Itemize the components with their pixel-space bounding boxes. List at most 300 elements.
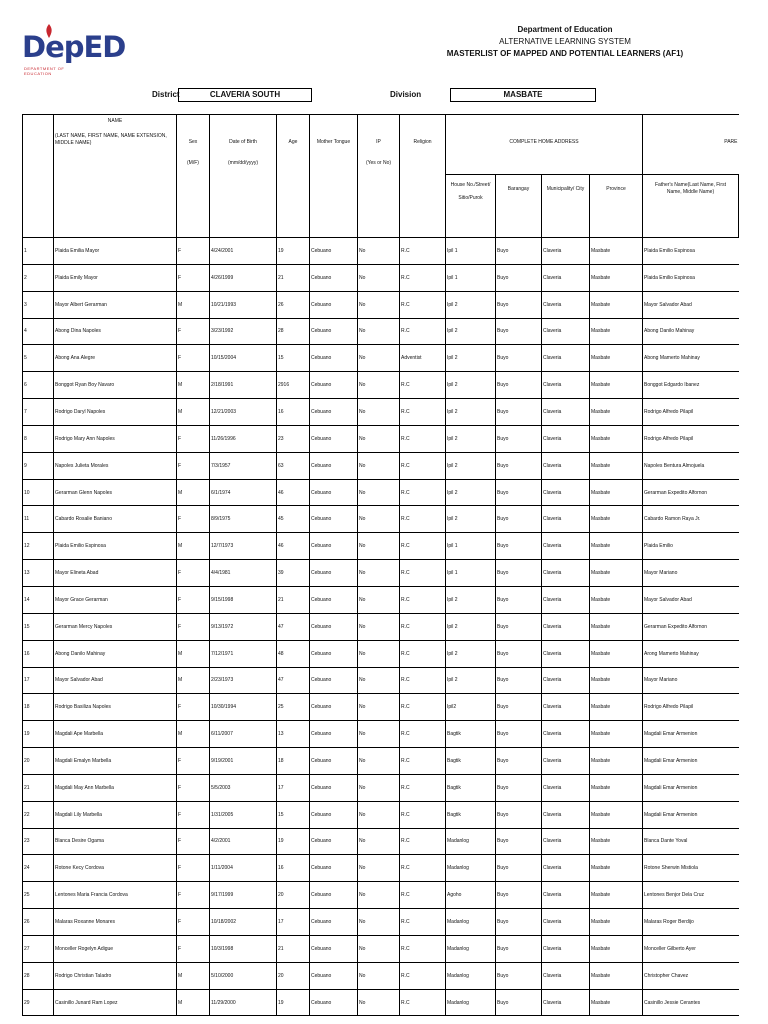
learner-name-cell: Gerarman Glenn Napoles <box>54 479 177 506</box>
barangay-cell: Buyo <box>496 721 542 748</box>
father-name-cell: Rodrigo Alfredo Pilapil <box>643 399 739 426</box>
learner-name-cell: Malaras Roxanne Monares <box>54 909 177 936</box>
religion-cell: R.C <box>400 801 446 828</box>
ip-status-cell: No <box>358 238 400 265</box>
province-cell: Masbate <box>590 774 643 801</box>
learner-name-cell: Napoles Julieta Morales <box>54 452 177 479</box>
mother-tongue-cell: Cebuano <box>310 479 358 506</box>
religion-cell: R.C <box>400 748 446 775</box>
row-number-cell: 19 <box>23 721 54 748</box>
mother-tongue-cell: Cebuano <box>310 640 358 667</box>
row-number-cell: 16 <box>23 640 54 667</box>
date-of-birth-cell: 11/29/2000 <box>210 989 277 1016</box>
municipality-cell: Claveria <box>542 613 590 640</box>
municipality-cell: Claveria <box>542 318 590 345</box>
municipality-cell: Claveria <box>542 586 590 613</box>
date-of-birth-cell: 9/17/1999 <box>210 882 277 909</box>
date-of-birth-cell: 11/26/1996 <box>210 425 277 452</box>
learner-name-cell: Mayor Salvador Abad <box>54 667 177 694</box>
municipality-cell: Claveria <box>542 748 590 775</box>
learner-name-cell: Abong Dina Napoles <box>54 318 177 345</box>
religion-cell: R.C <box>400 399 446 426</box>
province-cell: Masbate <box>590 425 643 452</box>
barangay-cell: Buyo <box>496 667 542 694</box>
heading-department: Department of Education <box>517 25 613 34</box>
col-house-header: House No./Street/ Sitio/Purok <box>446 175 496 238</box>
ip-status-cell: No <box>358 291 400 318</box>
house-sitio-cell: Ipil 2 <box>446 506 496 533</box>
religion-cell: R.C <box>400 533 446 560</box>
father-name-cell: Magdali Emar Armenion <box>643 748 739 775</box>
father-name-cell: Abong Danilo Mahinay <box>643 318 739 345</box>
mother-tongue-cell: Cebuano <box>310 318 358 345</box>
row-number-cell: 7 <box>23 399 54 426</box>
date-of-birth-cell: 12/7/1973 <box>210 533 277 560</box>
religion-cell: R.C <box>400 694 446 721</box>
father-name-cell: Mayor Mariano <box>643 667 739 694</box>
table-row <box>23 801 739 828</box>
sex-cell: F <box>177 318 210 345</box>
barangay-cell: Buyo <box>496 774 542 801</box>
table-row <box>23 721 739 748</box>
age-cell: 13 <box>277 721 310 748</box>
row-number-cell: 27 <box>23 935 54 962</box>
sex-cell: F <box>177 882 210 909</box>
province-cell: Masbate <box>590 372 643 399</box>
province-cell: Masbate <box>590 935 643 962</box>
date-of-birth-cell: 3/23/1992 <box>210 318 277 345</box>
mother-tongue-cell: Cebuano <box>310 828 358 855</box>
religion-cell: R.C <box>400 909 446 936</box>
barangay-cell: Buyo <box>496 318 542 345</box>
ip-status-cell: No <box>358 586 400 613</box>
mother-tongue-cell: Cebuano <box>310 774 358 801</box>
province-cell: Masbate <box>590 909 643 936</box>
province-cell: Masbate <box>590 801 643 828</box>
ip-status-cell: No <box>358 479 400 506</box>
municipality-cell: Claveria <box>542 291 590 318</box>
father-name-cell: Bonggot Edgardo Ibanez <box>643 372 739 399</box>
sex-cell: F <box>177 613 210 640</box>
row-number-cell: 15 <box>23 613 54 640</box>
religion-cell: R.C <box>400 452 446 479</box>
col-mother-tongue-header: Mother Tongue <box>310 115 358 238</box>
date-of-birth-cell: 10/15/2004 <box>210 345 277 372</box>
house-sitio-cell: Ipil 2 <box>446 613 496 640</box>
sex-cell: F <box>177 345 210 372</box>
division-value: MASBATE <box>450 88 596 102</box>
age-cell: 19 <box>277 828 310 855</box>
province-cell: Masbate <box>590 667 643 694</box>
age-cell: 28 <box>277 318 310 345</box>
ip-status-cell: No <box>358 801 400 828</box>
learner-name-cell: Rotone Kecy Cordova <box>54 855 177 882</box>
municipality-cell: Claveria <box>542 479 590 506</box>
row-number-cell: 9 <box>23 452 54 479</box>
house-sitio-cell: Bagtik <box>446 801 496 828</box>
logo-wordmark: DepED <box>22 30 126 64</box>
house-sitio-cell: Agoho <box>446 882 496 909</box>
municipality-cell: Claveria <box>542 533 590 560</box>
row-number-cell: 3 <box>23 291 54 318</box>
learner-name-cell: Magdali Ape Marbella <box>54 721 177 748</box>
table-row <box>23 399 739 426</box>
ip-status-cell: No <box>358 721 400 748</box>
table-row <box>23 694 739 721</box>
municipality-cell: Claveria <box>542 694 590 721</box>
col-dob-header: Date of Birth (mm/dd/yyyy) <box>210 115 277 238</box>
barangay-cell: Buyo <box>496 828 542 855</box>
religion-cell: Adventist <box>400 345 446 372</box>
sex-cell: M <box>177 372 210 399</box>
religion-cell: R.C <box>400 264 446 291</box>
table-row <box>23 506 739 533</box>
barangay-cell: Buyo <box>496 613 542 640</box>
province-cell: Masbate <box>590 613 643 640</box>
age-cell: 19 <box>277 238 310 265</box>
province-cell: Masbate <box>590 721 643 748</box>
mother-tongue-cell: Cebuano <box>310 962 358 989</box>
learner-name-cell: Rodrigo Mary Ann Napoles <box>54 425 177 452</box>
learner-name-cell: Cabardo Rosalie Baniano <box>54 506 177 533</box>
sex-cell: M <box>177 721 210 748</box>
ip-status-cell: No <box>358 935 400 962</box>
date-of-birth-cell: 4/24/2001 <box>210 238 277 265</box>
religion-cell: R.C <box>400 425 446 452</box>
ip-status-cell: No <box>358 613 400 640</box>
house-sitio-cell: Madanlog <box>446 962 496 989</box>
sex-cell: M <box>177 962 210 989</box>
row-number-cell: 25 <box>23 882 54 909</box>
table-row <box>23 238 739 265</box>
date-of-birth-cell: 1/11/2004 <box>210 855 277 882</box>
religion-cell: R.C <box>400 479 446 506</box>
learner-name-cell: Abong Danilo Mahinay <box>54 640 177 667</box>
municipality-cell: Claveria <box>542 345 590 372</box>
barangay-cell: Buyo <box>496 372 542 399</box>
learner-name-cell: Magdali May Ann Marbella <box>54 774 177 801</box>
ip-status-cell: No <box>358 345 400 372</box>
barangay-cell: Buyo <box>496 909 542 936</box>
table-row <box>23 372 739 399</box>
mother-tongue-cell: Cebuano <box>310 345 358 372</box>
mother-tongue-cell: Cebuano <box>310 533 358 560</box>
sex-cell: F <box>177 748 210 775</box>
sex-cell: M <box>177 399 210 426</box>
table-row <box>23 533 739 560</box>
province-cell: Masbate <box>590 828 643 855</box>
ip-status-cell: No <box>358 909 400 936</box>
house-sitio-cell: Ipil 2 <box>446 425 496 452</box>
ip-status-cell: No <box>358 694 400 721</box>
table-row <box>23 667 739 694</box>
table-row <box>23 425 739 452</box>
table-row <box>23 560 739 587</box>
age-cell: 15 <box>277 345 310 372</box>
row-number-cell: 6 <box>23 372 54 399</box>
age-cell: 48 <box>277 640 310 667</box>
barangay-cell: Buyo <box>496 694 542 721</box>
row-number-cell: 5 <box>23 345 54 372</box>
province-cell: Masbate <box>590 855 643 882</box>
mother-tongue-cell: Cebuano <box>310 721 358 748</box>
col-name-header: NAME (LAST NAME, FIRST NAME, NAME EXTENSION, MIDDLE NAME) <box>54 115 177 238</box>
province-cell: Masbate <box>590 264 643 291</box>
sex-cell: F <box>177 801 210 828</box>
province-cell: Masbate <box>590 694 643 721</box>
province-cell: Masbate <box>590 962 643 989</box>
ip-status-cell: No <box>358 855 400 882</box>
house-sitio-cell: Ipil 2 <box>446 291 496 318</box>
age-cell: 47 <box>277 613 310 640</box>
municipality-cell: Claveria <box>542 372 590 399</box>
district-value: CLAVERIA SOUTH <box>178 88 312 102</box>
house-sitio-cell: Bagtik <box>446 721 496 748</box>
father-name-cell: Christopher Chavez <box>643 962 739 989</box>
age-cell: 63 <box>277 452 310 479</box>
age-cell: 21 <box>277 586 310 613</box>
mother-tongue-cell: Cebuano <box>310 560 358 587</box>
mother-tongue-cell: Cebuano <box>310 506 358 533</box>
province-cell: Masbate <box>590 318 643 345</box>
father-name-cell: Casinillo Jessie Cerantes <box>643 989 739 1016</box>
father-name-cell: Plaida Emilio Espinosa <box>643 264 739 291</box>
sex-cell: M <box>177 667 210 694</box>
date-of-birth-cell: 5/5/2003 <box>210 774 277 801</box>
religion-cell: R.C <box>400 506 446 533</box>
municipality-cell: Claveria <box>542 506 590 533</box>
age-cell: 47 <box>277 667 310 694</box>
sex-cell: F <box>177 506 210 533</box>
learner-name-cell: Rodrigo Christian Taladro <box>54 962 177 989</box>
mother-tongue-cell: Cebuano <box>310 238 358 265</box>
date-of-birth-cell: 6/11/2007 <box>210 721 277 748</box>
house-sitio-cell: Ipil 2 <box>446 640 496 667</box>
table-row <box>23 855 739 882</box>
municipality-cell: Claveria <box>542 909 590 936</box>
house-sitio-cell: Ipil 1 <box>446 533 496 560</box>
house-sitio-cell: Ipil 1 <box>446 238 496 265</box>
house-sitio-cell: Bagtik <box>446 748 496 775</box>
table-row <box>23 613 739 640</box>
province-cell: Masbate <box>590 748 643 775</box>
sex-cell: F <box>177 264 210 291</box>
municipality-cell: Claveria <box>542 640 590 667</box>
sex-cell: F <box>177 560 210 587</box>
table-row <box>23 479 739 506</box>
father-name-cell: Abong Mamerto Mahinay <box>643 345 739 372</box>
municipality-cell: Claveria <box>542 855 590 882</box>
municipality-cell: Claveria <box>542 989 590 1016</box>
col-religion-header: Religion <box>400 115 446 238</box>
barangay-cell: Buyo <box>496 452 542 479</box>
date-of-birth-cell: 10/21/1993 <box>210 291 277 318</box>
ip-status-cell: No <box>358 372 400 399</box>
province-cell: Masbate <box>590 506 643 533</box>
table-row <box>23 962 739 989</box>
age-cell: 17 <box>277 909 310 936</box>
table-row <box>23 748 739 775</box>
row-number-cell: 28 <box>23 962 54 989</box>
mother-tongue-cell: Cebuano <box>310 586 358 613</box>
mother-tongue-cell: Cebuano <box>310 613 358 640</box>
barangay-cell: Buyo <box>496 560 542 587</box>
learner-name-cell: Plaida Emilia Mayor <box>54 238 177 265</box>
row-number-cell: 26 <box>23 909 54 936</box>
table-row <box>23 828 739 855</box>
date-of-birth-cell: 9/13/1972 <box>210 613 277 640</box>
religion-cell: R.C <box>400 667 446 694</box>
sex-cell: F <box>177 694 210 721</box>
father-name-cell: Plaida Emilio <box>643 533 739 560</box>
row-number-cell: 2 <box>23 264 54 291</box>
age-cell: 45 <box>277 506 310 533</box>
barangay-cell: Buyo <box>496 506 542 533</box>
sex-cell: F <box>177 452 210 479</box>
age-cell: 46 <box>277 479 310 506</box>
municipality-cell: Claveria <box>542 264 590 291</box>
age-cell: 15 <box>277 801 310 828</box>
learner-name-cell: Mayor Elineta Abad <box>54 560 177 587</box>
mother-tongue-cell: Cebuano <box>310 989 358 1016</box>
age-cell: 39 <box>277 560 310 587</box>
age-cell: 46 <box>277 533 310 560</box>
row-number-cell: 20 <box>23 748 54 775</box>
row-number-cell: 13 <box>23 560 54 587</box>
ip-status-cell: No <box>358 989 400 1016</box>
age-cell: 20 <box>277 882 310 909</box>
date-of-birth-cell: 4/2/2001 <box>210 828 277 855</box>
father-name-cell: Plaida Emilio Espinosa <box>643 238 739 265</box>
row-number-cell: 12 <box>23 533 54 560</box>
ip-status-cell: No <box>358 452 400 479</box>
house-sitio-cell: Madanlog <box>446 909 496 936</box>
mother-tongue-cell: Cebuano <box>310 452 358 479</box>
municipality-cell: Claveria <box>542 721 590 748</box>
col-age-header: Age <box>277 115 310 238</box>
barangay-cell: Buyo <box>496 962 542 989</box>
date-of-birth-cell: 12/21/2003 <box>210 399 277 426</box>
learner-name-cell: Abong Ana Alegre <box>54 345 177 372</box>
age-cell: 16 <box>277 855 310 882</box>
religion-cell: R.C <box>400 828 446 855</box>
barangay-cell: Buyo <box>496 264 542 291</box>
date-of-birth-cell: 9/15/1998 <box>210 586 277 613</box>
municipality-cell: Claveria <box>542 425 590 452</box>
row-number-cell: 4 <box>23 318 54 345</box>
sex-cell: F <box>177 425 210 452</box>
house-sitio-cell: Ipil2 <box>446 694 496 721</box>
row-number-cell: 22 <box>23 801 54 828</box>
mother-tongue-cell: Cebuano <box>310 425 358 452</box>
province-cell: Masbate <box>590 989 643 1016</box>
division-label: Division <box>390 90 422 99</box>
barangay-cell: Buyo <box>496 882 542 909</box>
table-row <box>23 452 739 479</box>
father-name-cell: Rotone Sherwin Mistiola <box>643 855 739 882</box>
col-province-header: Province <box>590 175 643 238</box>
sex-cell: F <box>177 238 210 265</box>
date-of-birth-cell: 2/23/1973 <box>210 667 277 694</box>
row-number-cell: 8 <box>23 425 54 452</box>
province-cell: Masbate <box>590 533 643 560</box>
province-cell: Masbate <box>590 291 643 318</box>
table-row <box>23 264 739 291</box>
document-heading <box>440 24 690 60</box>
house-sitio-cell: Ipil 2 <box>446 667 496 694</box>
learner-name-cell: Mayor Albert Gerarman <box>54 291 177 318</box>
table-row <box>23 909 739 936</box>
sex-cell: M <box>177 291 210 318</box>
col-father-header: Father's Name(Last Name, First Name, Middle Name) <box>643 175 739 238</box>
mother-tongue-cell: Cebuano <box>310 399 358 426</box>
row-number-cell: 14 <box>23 586 54 613</box>
learner-name-cell: Gerarman Mercy Napoles <box>54 613 177 640</box>
father-name-cell: Mayor Salvador Abad <box>643 586 739 613</box>
heading-title: MASTERLIST OF MAPPED AND POTENTIAL LEARNERS (AF1) <box>446 49 684 58</box>
row-number-cell: 11 <box>23 506 54 533</box>
ip-status-cell: No <box>358 882 400 909</box>
father-name-cell: Rodrigo Alfredo Pilapil <box>643 425 739 452</box>
sex-cell: M <box>177 479 210 506</box>
mother-tongue-cell: Cebuano <box>310 935 358 962</box>
ip-status-cell: No <box>358 748 400 775</box>
date-of-birth-cell: 5/10/2000 <box>210 962 277 989</box>
mother-tongue-cell: Cebuano <box>310 801 358 828</box>
learners-table <box>22 114 739 1016</box>
house-sitio-cell: Madanlog <box>446 828 496 855</box>
house-sitio-cell: Ipil 1 <box>446 560 496 587</box>
date-of-birth-cell: 1/31/2005 <box>210 801 277 828</box>
municipality-cell: Claveria <box>542 962 590 989</box>
barangay-cell: Buyo <box>496 399 542 426</box>
mother-tongue-cell: Cebuano <box>310 667 358 694</box>
ip-status-cell: No <box>358 560 400 587</box>
barangay-cell: Buyo <box>496 989 542 1016</box>
religion-cell: R.C <box>400 640 446 667</box>
religion-cell: R.C <box>400 586 446 613</box>
municipality-cell: Claveria <box>542 828 590 855</box>
municipality-cell: Claveria <box>542 882 590 909</box>
father-name-cell: Rodrigo Alfredo Pilapil <box>643 694 739 721</box>
barangay-cell: Buyo <box>496 425 542 452</box>
sex-cell: F <box>177 909 210 936</box>
mother-tongue-cell: Cebuano <box>310 748 358 775</box>
religion-cell: R.C <box>400 238 446 265</box>
father-name-cell: Monceller Gilberto Ayer <box>643 935 739 962</box>
house-sitio-cell: Ipil 2 <box>446 318 496 345</box>
religion-cell: R.C <box>400 291 446 318</box>
ip-status-cell: No <box>358 425 400 452</box>
table-row <box>23 291 739 318</box>
province-cell: Masbate <box>590 640 643 667</box>
learner-name-cell: Blanca Desire Ogama <box>54 828 177 855</box>
date-of-birth-cell: 6/1/1974 <box>210 479 277 506</box>
learner-name-cell: Rodrigo Daryl Napoles <box>54 399 177 426</box>
barangay-cell: Buyo <box>496 586 542 613</box>
religion-cell: R.C <box>400 372 446 399</box>
father-name-cell: Gerarman Expedito Alfornon <box>643 479 739 506</box>
col-ip-header: IP (Yes or No) <box>358 115 400 238</box>
municipality-cell: Claveria <box>542 774 590 801</box>
table-row <box>23 345 739 372</box>
religion-cell: R.C <box>400 721 446 748</box>
mother-tongue-cell: Cebuano <box>310 882 358 909</box>
mother-tongue-cell: Cebuano <box>310 372 358 399</box>
father-name-cell: Magdali Emar Armenion <box>643 774 739 801</box>
age-cell: 21 <box>277 935 310 962</box>
ip-status-cell: No <box>358 774 400 801</box>
